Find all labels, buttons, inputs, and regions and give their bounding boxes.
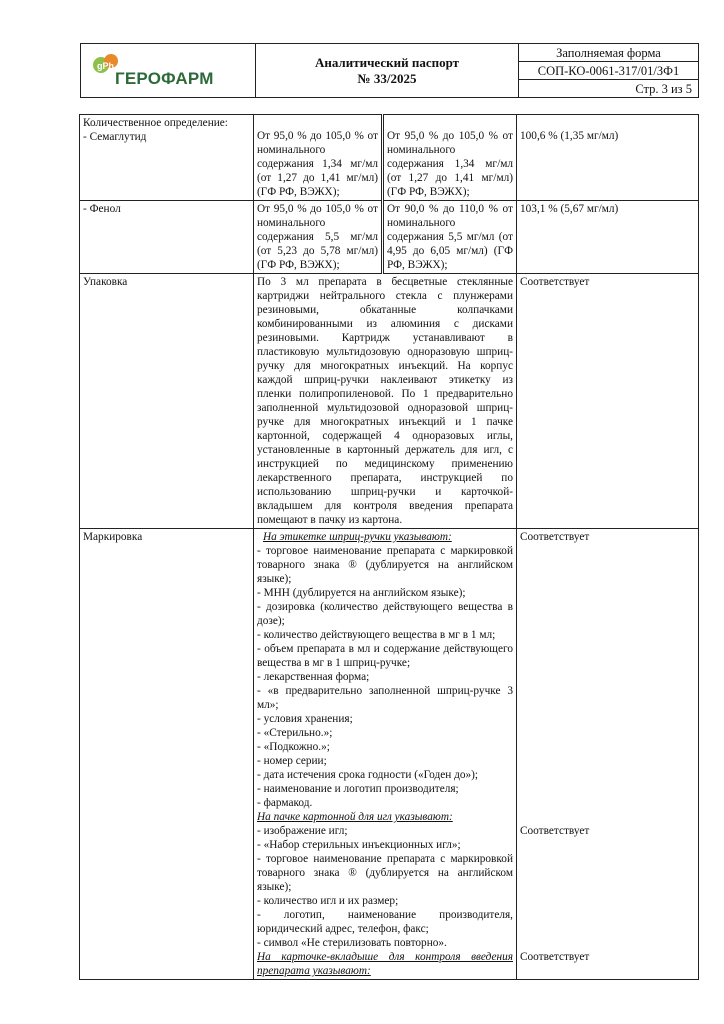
- sema-label: - Семаглутид: [83, 131, 147, 143]
- table-row: [80, 274, 699, 529]
- list-item: - фармакод.: [257, 797, 313, 809]
- spec-table: [79, 114, 699, 980]
- logo-cell: [81, 44, 256, 98]
- list-item: - дата истечения срока годности («Годен до»);: [257, 769, 479, 781]
- list-item: - торговое наименование препарата с маркировкой товарного знака ® (дублируется на английском языке);: [257, 545, 513, 585]
- phenol-norm-2: От 90,0 % до 110,0 % от номинального содержания 5,5 мг/мл (от 4,95 до 6,05 мг/мл) (ГФ РФ, ВЭЖХ);: [383, 201, 517, 274]
- marking-label: Маркировка: [80, 529, 254, 980]
- logo-text: ГЕРОФАРМ: [115, 69, 214, 88]
- list-item: - МНН (дублируется на английском языке);: [257, 587, 466, 599]
- list-item: - «Стерильно.»;: [257, 727, 333, 739]
- needle-box-section-result: Соответствует: [520, 825, 590, 837]
- table-row: [80, 201, 699, 274]
- list-item: - логотип, наименование производителя, юридический адрес, телефон, факс;: [257, 909, 513, 935]
- packaging-label: Упаковка: [80, 274, 254, 529]
- quant-title: Количественное определение:: [83, 117, 228, 129]
- list-item: - объем препарата в мл и содержание действующего вещества в мг в 1 шприц-ручке;: [257, 643, 513, 669]
- sema-norm-2: От 95,0 % до 105,0 % от номинального содержания 1,34 мг/мл (от 1,27 до 1,41 мг/мл) (ГФ РФ, ВЭЖХ);: [383, 115, 517, 201]
- list-item: - дозировка (количество действующего вещества в дозе);: [257, 601, 513, 627]
- sema-norm: От 95,0 % до 105,0 % от номинального содержания 1,34 мг/мл (от 1,27 до 1,41 мг/мл) (ГФ РФ, ВЭЖХ);: [254, 115, 383, 201]
- list-item: - торговое наименование препарата с маркировкой товарного знака ® (дублируется на английском языке);: [257, 853, 513, 893]
- needle-box-section-title: На пачке картонной для игл указывают:: [257, 811, 453, 823]
- form-label: Заполняемая форма: [519, 44, 699, 62]
- table-row: [80, 115, 699, 201]
- list-item: - количество игл и их размер;: [257, 895, 399, 907]
- packaging-result: Соответствует: [517, 274, 699, 529]
- list-item: - лекарственная форма;: [257, 671, 370, 683]
- list-item: - изображение игл;: [257, 825, 348, 837]
- phenol-label: - Фенол: [80, 201, 254, 274]
- quant-label-cell: [80, 115, 254, 201]
- phenol-result: 103,1 % (5,67 мг/мл): [517, 201, 699, 274]
- packaging-text: По 3 мл препарата в бесцветные стеклянные картриджи нейтрального стекла с плунжерами резиновыми, обкатанные колпачками комбинированными из алюминия с дисками резиновыми. Картридж устанавливают в пластиковую мультидозовую одноразовую шприц-ручку для многократных инъекций. На корпус каждой шприц-ручки наклеивают этикетку из пленки полипропиленовой. По 1 предварительно заполненной мультидозовой одноразовой шприц-ручке для многократных инъекций и 1 пачке картонной, содержащей 4 одноразовых иглы, установленные в картонный держатель для игл, с инструкцией по медицинскому применению лекарственного препарата, инструкцией по использованию шприц-ручки и карточкой-вкладышем для контроля введения препарата помещают в пачку из картона.: [254, 274, 517, 529]
- list-item: - «Подкожно.»;: [257, 741, 330, 753]
- list-item: - наименование и логотип производителя;: [257, 783, 459, 795]
- label-section-items: [257, 544, 513, 810]
- label-section-title: На этикетке шприц-ручки указывают:: [263, 531, 452, 543]
- title-line-2: № 33/2025: [357, 70, 417, 86]
- list-item: - «в предварительно заполненной шприц-ручке 3 мл»;: [257, 685, 513, 711]
- insert-card-section-result: Соответствует: [520, 951, 590, 963]
- marking-text: [254, 529, 517, 980]
- list-item: - «Набор стерильных инъекционных игл»;: [257, 839, 461, 851]
- needle-box-section-items: [257, 824, 513, 950]
- sema-result: 100,6 % (1,35 мг/мл): [517, 115, 699, 201]
- page-number: Стр. 3 из 5: [519, 80, 699, 98]
- document-header: [80, 43, 699, 98]
- marking-results: [517, 529, 699, 980]
- phenol-norm: От 95,0 % до 105,0 % от номинального содержания 5,5 мг/мл (от 5,23 до 5,78 мг/мл) (ГФ РФ, ВЭЖХ);: [254, 201, 383, 274]
- label-section-result: Соответствует: [520, 531, 590, 543]
- title-line-1: Аналитический паспорт: [314, 54, 460, 70]
- list-item: - символ «Не стерилизовать повторно».: [257, 937, 447, 949]
- list-item: - условия хранения;: [257, 713, 353, 725]
- table-row: [80, 529, 699, 980]
- insert-card-section-title: На карточке-вкладыше для контроля введения препарата указывают:: [257, 951, 513, 977]
- list-item: - номер серии;: [257, 755, 327, 767]
- form-code: СОП-КО-0061-317/01/ЗФ1: [519, 62, 699, 80]
- list-item: - количество действующего вещества в мг в 1 мл;: [257, 629, 496, 641]
- document-title: [256, 44, 519, 98]
- logo-mark-letters: gPh: [97, 61, 114, 71]
